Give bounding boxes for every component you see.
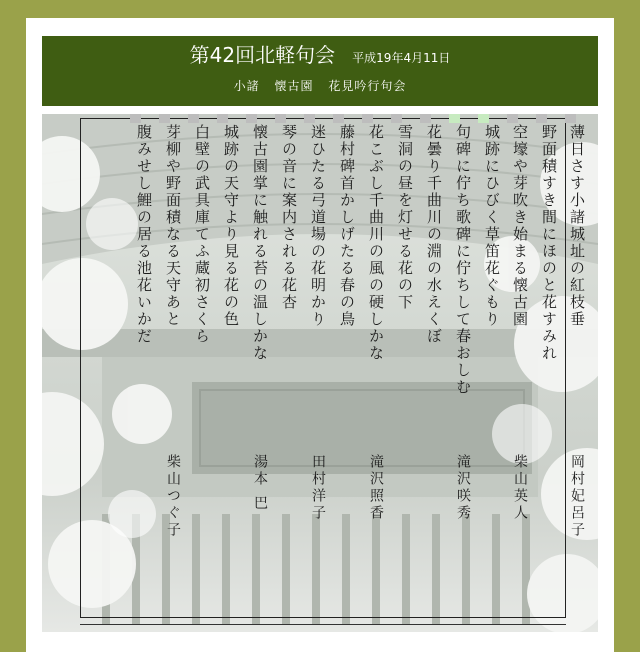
haiku-line: 句碑に佇ち歌碑に佇ちして春おしむ: [454, 124, 472, 396]
marker-green: [449, 114, 460, 123]
haiku-line: 薄日さす小諸城址の紅枝垂: [568, 124, 586, 328]
marker-gray: [246, 114, 257, 123]
haiku-line: 腹みせし鯉の居る池花いかだ: [135, 124, 153, 345]
haiku-line: 城跡の天守より見る花の色: [222, 124, 240, 328]
page-title: 第42回北軽句会: [189, 43, 336, 67]
marker-gray: [217, 114, 228, 123]
marker-gray: [391, 114, 402, 123]
haiku-line: 藤村碑首かしげたる春の鳥: [338, 124, 356, 328]
page-subtitle: [42, 77, 598, 94]
haiku-line: 花こぶし千曲川の風の硬しかな: [367, 124, 385, 362]
haiku-line: 空壕や芽吹き始まる懐古園: [511, 124, 529, 328]
marker-gray: [275, 114, 286, 123]
haiku-line: 芽柳や野面積なる天守あと: [164, 124, 182, 328]
author-name: 滝沢咲秀: [455, 454, 471, 522]
marker-gray: [333, 114, 344, 123]
author-name: 柴山つぐ子: [165, 454, 181, 539]
author-name: 田村洋子: [310, 454, 326, 522]
marker-gray: [536, 114, 547, 123]
haiku-line: 白壁の武具庫てふ蔵初さくら: [193, 124, 211, 345]
haiku-line: 迷ひたる弓道場の花明かり: [309, 124, 327, 328]
author-name: 湯本 巴: [252, 454, 268, 513]
haiku-line: 城跡にひびく草笛花ぐもり: [483, 124, 501, 328]
subtitle-place: 小諸: [233, 79, 260, 93]
haiku-line: 懐古園掌に触れる苔の温しかな: [251, 124, 269, 362]
bottom-divider: [80, 624, 566, 625]
haiku-line: 琴の音に案内される花杏: [280, 124, 298, 311]
marker-gray: [304, 114, 315, 123]
author-name: 岡村妃呂子: [569, 454, 585, 539]
marker-gray: [420, 114, 431, 123]
haiku-line: 花曇り千曲川の淵の水えくぼ: [425, 124, 443, 345]
subtitle-venue: 懐古園: [274, 79, 314, 93]
haiku-line: 雪洞の昼を灯せる花の下: [396, 124, 414, 311]
marker-green: [478, 114, 489, 123]
marker-gray: [507, 114, 518, 123]
author-name: 滝沢照香: [368, 454, 384, 522]
column-markers: [130, 114, 570, 124]
header-banner: [42, 36, 598, 106]
marker-gray: [565, 114, 576, 123]
background-photo: [42, 114, 598, 632]
marker-gray: [362, 114, 373, 123]
marker-gray: [159, 114, 170, 123]
page-frame: [26, 18, 614, 652]
page-date: 平成19年4月11日: [352, 51, 451, 65]
marker-gray: [130, 114, 141, 123]
marker-gray: [188, 114, 199, 123]
subtitle-event: 花見吟行句会: [328, 79, 407, 93]
haiku-line: 野面積すき間にほのと花すみれ: [540, 124, 558, 362]
author-name: 柴山英人: [512, 454, 528, 522]
